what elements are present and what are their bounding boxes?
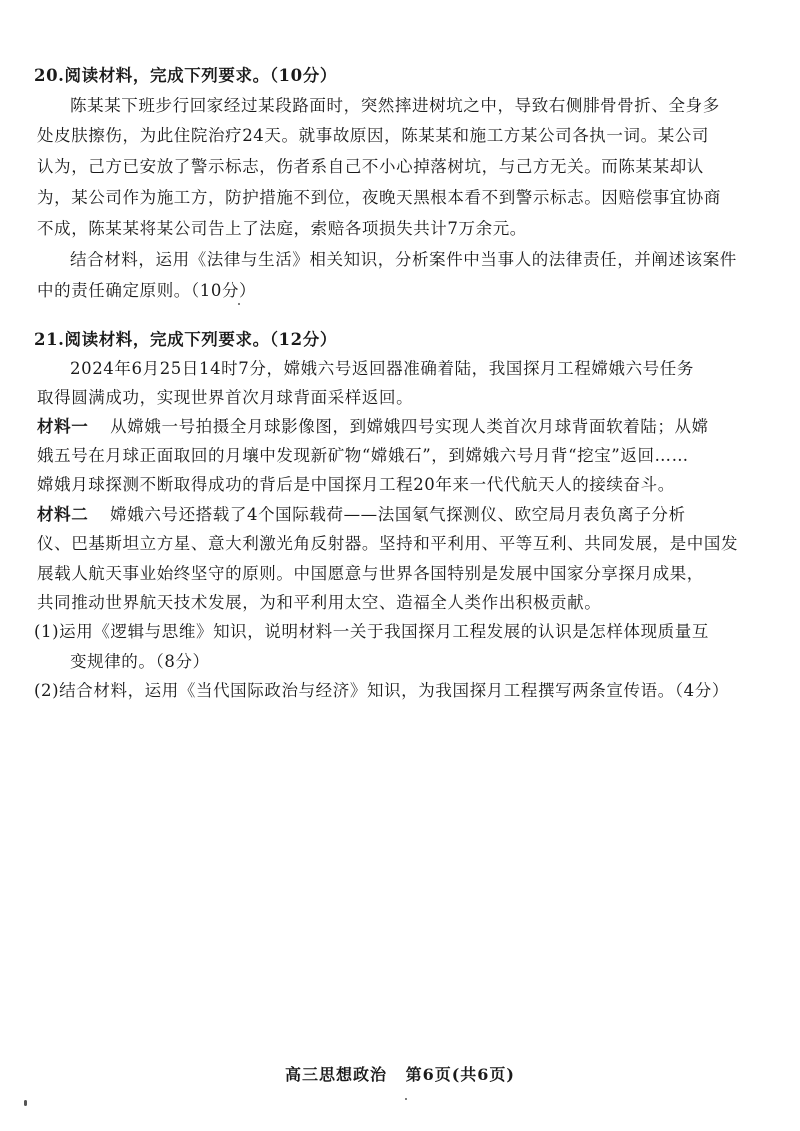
q20-task-line: 中的责任确定原则。（10分） [37, 281, 257, 300]
scan-speck [238, 303, 240, 305]
material-1-text: 从嫦娥一号拍摄全月球影像图，到嫦娥四号实现人类首次月球背面软着陆；从嫦 [110, 417, 709, 436]
sub-question-2: (2)结合材料，运用《当代国际政治与经济》知识，为我国探月工程撰写两条宣传语。（4分） [34, 681, 729, 700]
sub-question-1-cont: 变规律的。（8分） [70, 652, 210, 671]
q20-material-line: 处皮肤擦伤，为此住院治疗24天。就事故原因，陈某某和施工方某公司各执一词。某公司 [37, 126, 709, 145]
footer-page-number: 第6页(共6页) [405, 1065, 515, 1084]
material-2-line: 共同推动世界航天技术发展，为和平利用太空、造福全人类作出积极贡献。 [37, 593, 602, 612]
footer-subject: 高三思想政治 [284, 1065, 387, 1084]
material-2-line: 仪、巴基斯坦立方星、意大利激光角反射器。坚持和平利用、平等互利、共同发展，是中国发 [37, 534, 739, 553]
scan-speck [24, 1100, 27, 1106]
q20-material-line: 不成，陈某某将某公司告上了法庭，索赔各项损失共计7万余元。 [37, 219, 527, 238]
material-2-text: 嫦娥六号还搭载了4个国际载荷——法国氡气探测仪、欧空局月表负离子分析 [110, 505, 686, 524]
material-2-label: 材料二 [37, 505, 89, 524]
material-1-line: 娥五号在月球正面取回的月壤中发现新矿物“嫦娥石”，到嫦娥六号月背“挖宝”返回…… [37, 446, 689, 465]
material-1-line [37, 415, 709, 439]
question-20-heading: 20.阅读材料，完成下列要求。（10分） [34, 66, 337, 85]
q20-material-line: 陈某某下班步行回家经过某段路面时，突然摔进树坑之中，导致右侧腓骨骨折、全身多 [70, 96, 720, 115]
scan-speck [405, 1098, 407, 1100]
question-21-heading: 21.阅读材料，完成下列要求。（12分） [34, 330, 337, 349]
q21-intro-line: 取得圆满成功，实现世界首次月球背面采样返回。 [37, 388, 414, 407]
q20-material-line: 为，某公司作为施工方，防护措施不到位，夜晚天黑根本看不到警示标志。因赔偿事宜协商 [37, 188, 721, 207]
q21-intro-line: 2024年6月25日14时7分，嫦娥六号返回器准确着陆，我国探月工程嫦娥六号任务 [70, 359, 694, 378]
q20-material-line: 认为，己方已安放了警示标志，伤者系自己不小心掉落树坑，与己方无关。而陈某某却认 [37, 157, 704, 176]
page-footer [0, 1062, 800, 1085]
sub-question-1: (1)运用《逻辑与思维》知识，说明材料一关于我国探月工程发展的认识是怎样体现质量互 [34, 622, 709, 641]
material-2-line: 展载人航天事业始终坚守的原则。中国愿意与世界各国特别是发展中国家分享探月成果， [37, 564, 704, 583]
material-1-label: 材料一 [37, 417, 89, 436]
q20-task-line: 结合材料，运用《法律与生活》相关知识，分析案件中当事人的法律责任，并阐述该案件 [70, 250, 737, 269]
material-1-line: 嫦娥月球探测不断取得成功的背后是中国探月工程20年来一代代航天人的接续奋斗。 [37, 475, 675, 494]
material-2-line [37, 503, 686, 527]
